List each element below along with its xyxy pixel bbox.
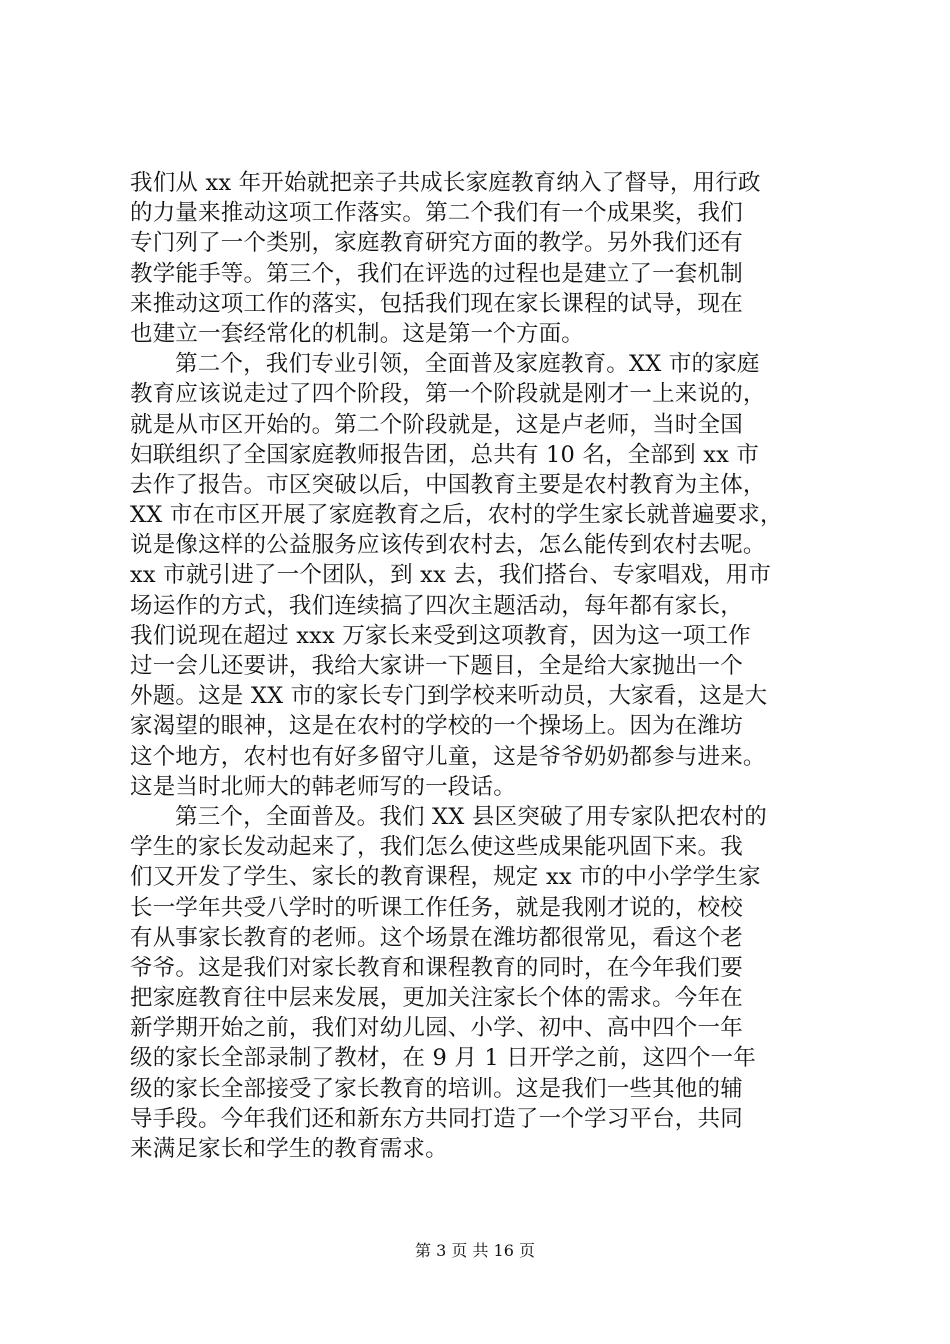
document-body — [130, 168, 835, 1164]
text-line: 新学期开始之前，我们对幼儿园、小学、初中、高中四个一年 — [130, 1015, 743, 1042]
text-line: 长一学年共受八学时的听课工作任务，就是我刚才说的，校校 — [130, 894, 743, 921]
paragraph-start-line: 第二个，我们专业引领，全面普及家庭教育。XX 市的家庭 — [175, 351, 760, 378]
text-line: 过一会儿还要讲，我给大家讲一下题目，全是给大家抛出一个 — [130, 653, 743, 679]
text-line: 这是当时北师大的韩老师写的一段话。 — [130, 773, 516, 800]
text-line: 来满足家长和学生的教育需求。 — [130, 1136, 448, 1162]
text-line: 外题。这是 XX 市的家长专门到学校来听动员，大家看，这是大 — [130, 683, 768, 710]
text-line: 场运作的方式，我们连续搞了四次主题活动，每年都有家长， — [130, 592, 743, 619]
text-line: 有从事家长教育的老师。这个场景在潍坊都很常见，看这个老 — [130, 924, 743, 951]
text-line: 导手段。今年我们还和新东方共同打造了一个学习平台，共同 — [130, 1105, 743, 1132]
text-line: 们又开发了学生、家长的教育课程，规定 xx 市的中小学学生家 — [130, 864, 761, 891]
text-line: 去作了报告。市区突破以后，中国教育主要是农村教育为主体， — [130, 471, 766, 498]
text-line: 也建立一套经常化的机制。这是第一个方面。 — [130, 320, 585, 347]
text-line: XX 市在市区开展了家庭教育之后，农村的学生家长就普遍要求， — [130, 502, 783, 529]
text-line: 妇联组织了全国家庭教师报告团，总共有 10 名，全部到 xx 市 — [130, 441, 760, 468]
text-line: 爷爷。这是我们对家长教育和课程教育的同时，在今年我们要 — [130, 954, 743, 981]
text-line: 就是从市区开始的。第二个阶段就是，这是卢老师，当时全国 — [130, 411, 743, 438]
paragraph-start-line: 第三个，全面普及。我们 XX 县区突破了用专家队把农村的 — [175, 803, 767, 830]
text-line: 这个地方，农村也有好多留守儿童，这是爷爷奶奶都参与进来。 — [130, 743, 766, 770]
text-line: 我们从 xx 年开始就把亲子共成长家庭教育纳入了督导，用行政 — [130, 170, 761, 196]
text-line: 把家庭教育往中层来发展，更加关注家长个体的需求。今年在 — [130, 985, 743, 1012]
text-line: 的力量来推动这项工作落实。第二个我们有一个成果奖，我们 — [130, 200, 743, 227]
text-line: 教学能手等。第三个，我们在评选的过程也是建立了一套机制 — [130, 260, 743, 287]
text-line: xx 市就引进了一个团队，到 xx 去，我们搭台、专家唱戏，用市 — [130, 562, 772, 589]
text-line: 来推动这项工作的落实，包括我们现在家长课程的试导，现在 — [130, 290, 743, 317]
text-line: 专门列了一个类别，家庭教育研究方面的教学。另外我们还有 — [130, 230, 743, 257]
text-line: 级的家长全部录制了教材，在 9 月 1 日开学之前，这四个一年 — [130, 1045, 756, 1072]
text-line: 级的家长全部接受了家长教育的培训。这是我们一些其他的辅 — [130, 1075, 743, 1102]
text-line: 学生的家长发动起来了，我们怎么使这些成果能巩固下来。我 — [130, 834, 743, 861]
page-number-footer: 第 3 页 共 16 页 — [415, 1241, 535, 1260]
text-line: 说是像这样的公益服务应该传到农村去，怎么能传到农村去呢。 — [130, 532, 766, 559]
text-line: 我们说现在超过 xxx 万家长来受到这项教育，因为这一项工作 — [130, 622, 751, 649]
text-line: 教育应该说走过了四个阶段，第一个阶段就是刚才一上来说的， — [130, 381, 766, 408]
text-line: 家渴望的眼神，这是在农村的学校的一个操场上。因为在潍坊 — [130, 713, 743, 740]
